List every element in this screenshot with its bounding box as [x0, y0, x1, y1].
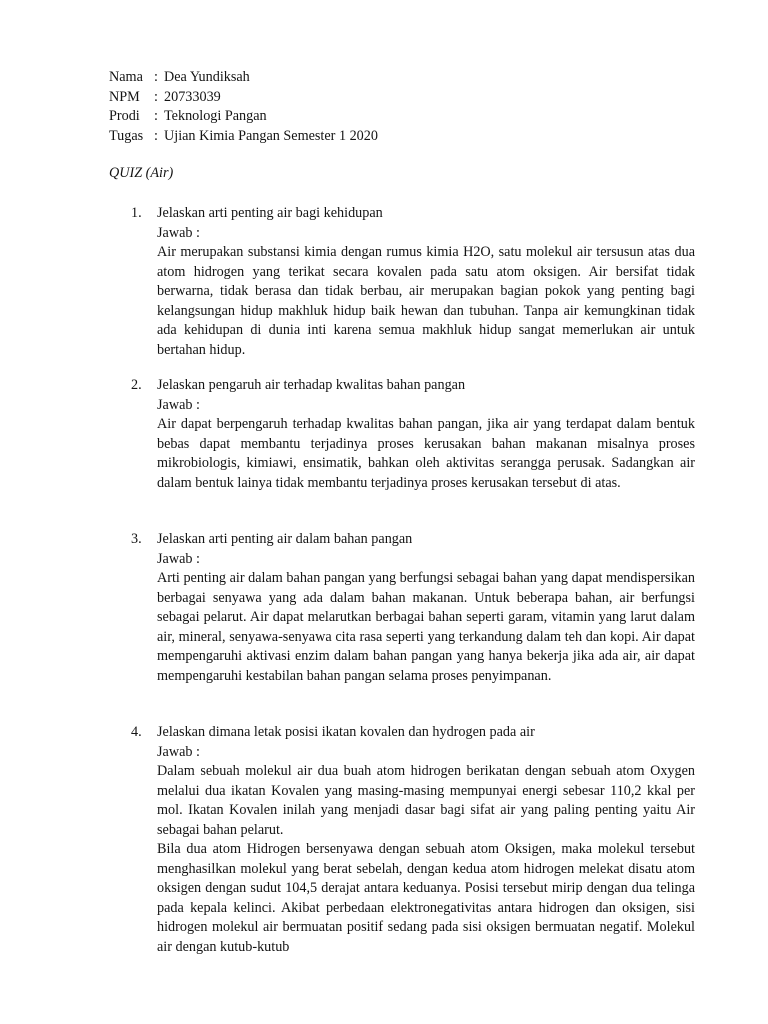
question-heading: [109, 376, 695, 396]
question-text: Jelaskan dimana letak posisi ikatan kovalen dan hydrogen pada air: [157, 724, 535, 740]
answer-paragraph: Air dapat berpengaruh terhadap kwalitas bahan pangan, jika air yang terdapat dalam bentuk bebas dapat membantu terjadinya proses kerusakan bahan makanan misalnya proses mikrobiologis, kimiawi, ensimatik, bahkan oleh aktivitas serangga perusak. Sadangkan air dalam bentuk lainya tidak membantu terjadinya proses kerusakan tersebut di atas.: [157, 416, 695, 491]
question-heading: [109, 723, 695, 743]
jawab-label: Jawab :: [157, 396, 200, 413]
question-2: [109, 376, 695, 493]
question-number: 4.: [131, 724, 142, 740]
info-value: Teknologi Pangan: [164, 108, 267, 124]
question-number: 2.: [131, 377, 142, 393]
info-separator: :: [154, 69, 158, 85]
answer-paragraph: Bila dua atom Hidrogen bersenyawa dengan sebuah atom Oksigen, maka molekul tersebut menghasilkan molekul yang berat sebelah, dengan kedua atom hidrogen melekat disatu atom oksigen dengan sudut 104,5 derajat antara keduanya. Posisi tersebut mirip dengan dua telinga pada kepala kelinci. Akibat perbedaan elektronegativitas antara hidrogen dan oksigen, sisi hidrogen molekul air bermuatan positif sedang pada sisi oksigen bermuatan negatif. Molekul air dengan kutub-kutub: [157, 841, 695, 955]
question-4: [109, 723, 695, 957]
info-value: 20733039: [164, 88, 221, 105]
info-label: Nama: [109, 69, 143, 85]
info-separator: :: [154, 127, 158, 144]
info-label: Prodi: [109, 108, 140, 124]
info-row-tugas: [109, 127, 378, 147]
question-number: 3.: [131, 531, 142, 547]
info-separator: :: [154, 88, 158, 105]
question-text: Jelaskan pengaruh air terhadap kwalitas bahan pangan: [157, 377, 466, 393]
info-row-nama: [109, 68, 378, 88]
question-number: 1.: [131, 205, 142, 221]
jawab-label: Jawab :: [157, 550, 200, 567]
info-label: NPM: [109, 88, 140, 105]
student-info: [109, 68, 378, 146]
info-row-npm: [109, 88, 378, 108]
info-separator: :: [154, 108, 158, 124]
question-1: [109, 204, 695, 360]
info-value: Dea Yundiksah: [164, 69, 250, 85]
info-value: Ujian Kimia Pangan Semester 1 2020: [164, 127, 378, 144]
info-row-prodi: [109, 107, 378, 127]
jawab-label: Jawab :: [157, 224, 200, 241]
question-text: Jelaskan arti penting air dalam bahan pangan: [157, 531, 413, 547]
answer-paragraph: Dalam sebuah molekul air dua buah atom hidrogen berikatan dengan sebuah atom Oxygen melalui dua ikatan Kovalen yang masing-masing mempunyai energi sebesar 110,2 kkal per mol. Ikatan Kovalen inilah yang menjadi dasar bagi sifat air yang paling penting yaitu Air sebagai bahan pelarut.: [157, 763, 695, 838]
question-heading: [109, 204, 695, 224]
jawab-label: Jawab :: [157, 743, 200, 760]
answer-paragraph: Air merupakan substansi kimia dengan rumus kimia H2O, satu molekul air tersusun atas dua atom hidrogen yang terikat secara kovalen pada satu atom oksigen. Air bersifat tidak berwarna, tidak berasa dan tidak berbau, air merupakan bagian pokok yang penting bagi kelangsungan hidup makhluk hidup baik hewan dan tubuhan. Tanpa air kemungkinan tidak ada kehidupan di dunia inti karena semua makhluk hidup sangat memerlukan air untuk bertahan hidup.: [157, 244, 695, 358]
answer-paragraph: Arti penting air dalam bahan pangan yang berfungsi sebagai bahan yang dapat mendispersikan berbagai senyawa yang ada dalam bahan makanan. Untuk beberapa bahan, air berfungsi sebagai pelarut. Air dapat melarutkan berbagai bahan seperti garam, vitamin yang larut dalam air, mineral, senyawa-senyawa cita rasa seperti yang terkandung dalam teh dan kopi. Air dapat mempengaruhi aktivasi enzim dalam bahan pangan yang hanya bekerja jika ada air, air dapat mempengaruhi kestabilan bahan pangan selama proses penyimpanan.: [157, 570, 695, 684]
quiz-title: QUIZ (Air): [109, 165, 174, 181]
question-3: [109, 530, 695, 686]
question-text: Jelaskan arti penting air bagi kehidupan: [157, 205, 383, 221]
question-heading: [109, 530, 695, 550]
info-label: Tugas: [109, 127, 144, 144]
